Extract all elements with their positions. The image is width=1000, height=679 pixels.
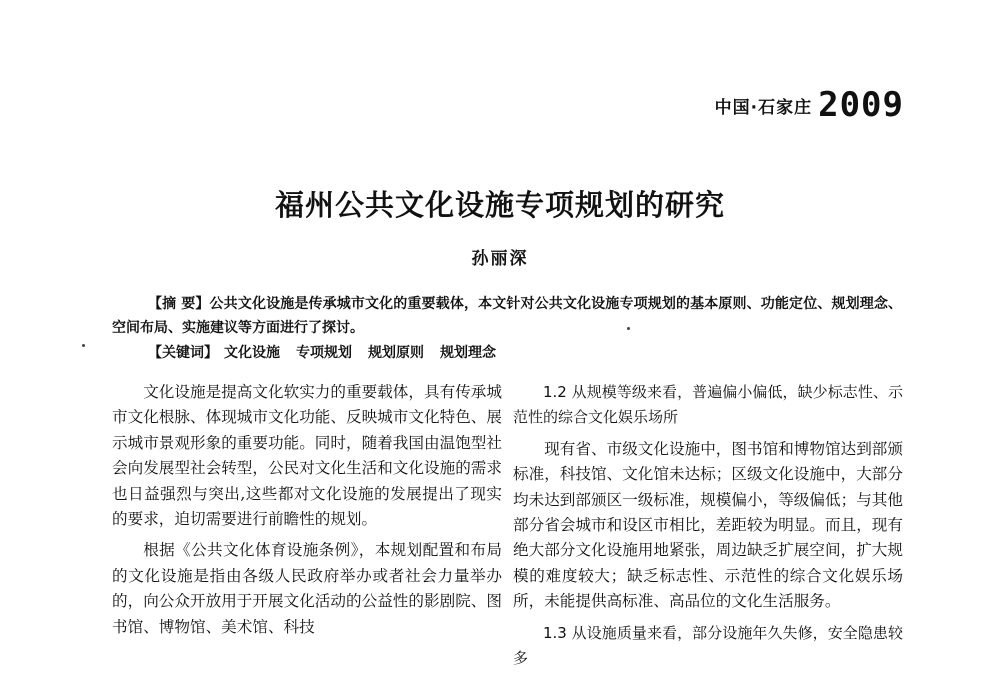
paper-author: 孙丽深: [471, 249, 529, 269]
abstract-label: 【摘 要】: [148, 296, 210, 312]
keywords-label: 【关键词】: [148, 345, 218, 361]
scan-speck: [82, 344, 85, 347]
section-heading: 1.2 从规模等级来看，普遍偏小偏低，缺少标志性、示范性的综合文化娱乐场所: [513, 383, 903, 427]
conference-year: 2009: [818, 85, 904, 125]
keyword-item: 规划原则: [368, 345, 424, 361]
conference-header: [714, 85, 904, 125]
abstract-text: 公共文化设施是传承城市文化的重要载体，本文针对公共文化设施专项规划的基本原则、功能定位、规划理念、空间布局、实施建议等方面进行了探讨。: [112, 296, 902, 336]
body-paragraph: 根据《公共文化体育设施条例》，本规划配置和布局的文化设施是指由各级人民政府举办或者社会力量举办的，向公众开放用于开展文化活动的公益性的影剧院、图书馆、博物馆、美术馆、科技: [112, 541, 502, 636]
scan-speck: [627, 327, 630, 330]
right-column: [513, 380, 903, 677]
body-paragraph: 现有省、市级文化设施中，图书馆和博物馆达到部颁标准，科技馆、文化馆未达标；区级文化设施中，大部分均未达到部颁区一级标准，规模偏小，等级偏低；与其他部分省会城市和设区市相比，差距较为明显。而且，现有绝大部分文化设施用地紧张，周边缺乏扩展空间，扩大规模的难度较大；缺乏标志性、示范性的综合文化娱乐场所，未能提供高标准、高品位的文化生活服务。: [513, 439, 903, 611]
keyword-item: 专项规划: [296, 345, 352, 361]
keyword-item: 规划理念: [440, 345, 496, 361]
left-column: [112, 380, 502, 646]
conference-location: 中国·石家庄: [714, 97, 813, 118]
body-paragraph: 文化设施是提高文化软实力的重要载体，具有传承城市文化根脉、体现城市文化功能、反映城市文化特色、展示城市景观形象的重要功能。同时，随着我国由温饱型社会向发展型社会转型，公民对文化生活和文化设施的需求也日益强烈与突出,这些都对文化设施的发展提出了现实的要求，迫切需要进行前瞻性的规划。: [112, 383, 502, 529]
paper-title: 福州公共文化设施专项规划的研究: [274, 188, 725, 222]
section-heading: 1.3 从设施质量来看，部分设施年久失修，安全隐患较多: [513, 623, 903, 668]
keywords: [148, 342, 506, 362]
keyword-item: 文化设施: [224, 345, 280, 361]
abstract: [112, 292, 902, 340]
